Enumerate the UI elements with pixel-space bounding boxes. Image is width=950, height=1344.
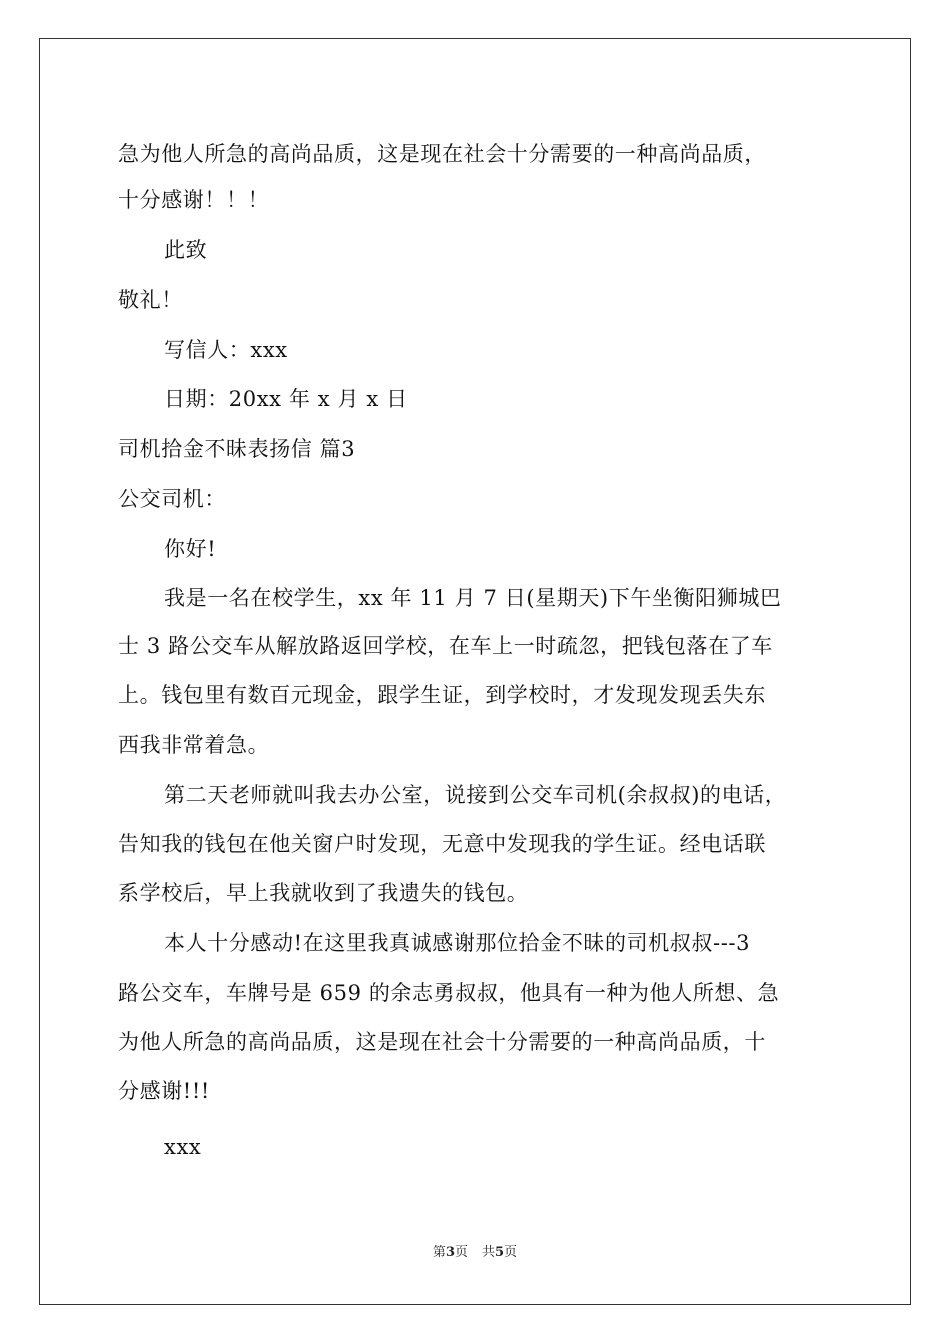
page-border (39, 38, 911, 1305)
page-suffix: 页 (454, 1245, 468, 1260)
paragraph-line: 第二天老师就叫我去办公室，说接到公交车司机(余叔叔)的电话， (164, 783, 787, 807)
paragraph-line: 系学校后，早上我就收到了我遗失的钱包。 (118, 881, 529, 905)
paragraph-line: 为他人所急的高尚品质，这是现在社会十分需要的一种高尚品质，十 (118, 1030, 766, 1054)
total-prefix: 共 (482, 1245, 496, 1260)
paragraph-line: 本人十分感动!在这里我真诚感谢那位拾金不昧的司机叔叔---3 (164, 931, 751, 955)
closing-salutation: 此致 (164, 238, 208, 262)
total-suffix: 页 (504, 1245, 518, 1260)
page-footer (0, 1244, 950, 1262)
letter-writer: 写信人：xxx (164, 338, 288, 362)
closing-regards: 敬礼！ (118, 288, 183, 312)
letter-addressee: 公交司机： (118, 487, 226, 511)
paragraph-line: 士 3 路公交车从解放路返回学校，在车上一时疏忽，把钱包落在了车 (118, 634, 773, 658)
text-line: 急为他人所急的高尚品质，这是现在社会十分需要的一种高尚品质， (118, 142, 766, 166)
paragraph-line: 分感谢!!! (118, 1079, 210, 1103)
paragraph-line: 我是一名在校学生，xx 年 11 月 7 日(星期天)下午坐衡阳狮城巴 (164, 586, 782, 610)
paragraph-line: 路公交车，车牌号是 659 的余志勇叔叔，他具有一种为他人所想、急 (118, 981, 780, 1005)
signature: xxx (164, 1135, 202, 1159)
paragraph-line: 西我非常着急。 (118, 733, 270, 757)
page-prefix: 第 (432, 1245, 446, 1260)
greeting: 你好! (164, 537, 217, 561)
text-line: 十分感谢！！！ (118, 188, 270, 212)
total-pages: 5 (495, 1245, 505, 1260)
section-title: 司机拾金不昧表扬信 篇3 (118, 437, 356, 461)
paragraph-line: 上。钱包里有数百元现金，跟学生证，到学校时，才发现发现丢失东 (118, 683, 766, 707)
letter-date: 日期：20xx 年 x 月 x 日 (164, 387, 408, 411)
paragraph-line: 告知我的钱包在他关窗户时发现，无意中发现我的学生证。经电话联 (118, 832, 766, 856)
page-number: 3 (445, 1245, 455, 1260)
